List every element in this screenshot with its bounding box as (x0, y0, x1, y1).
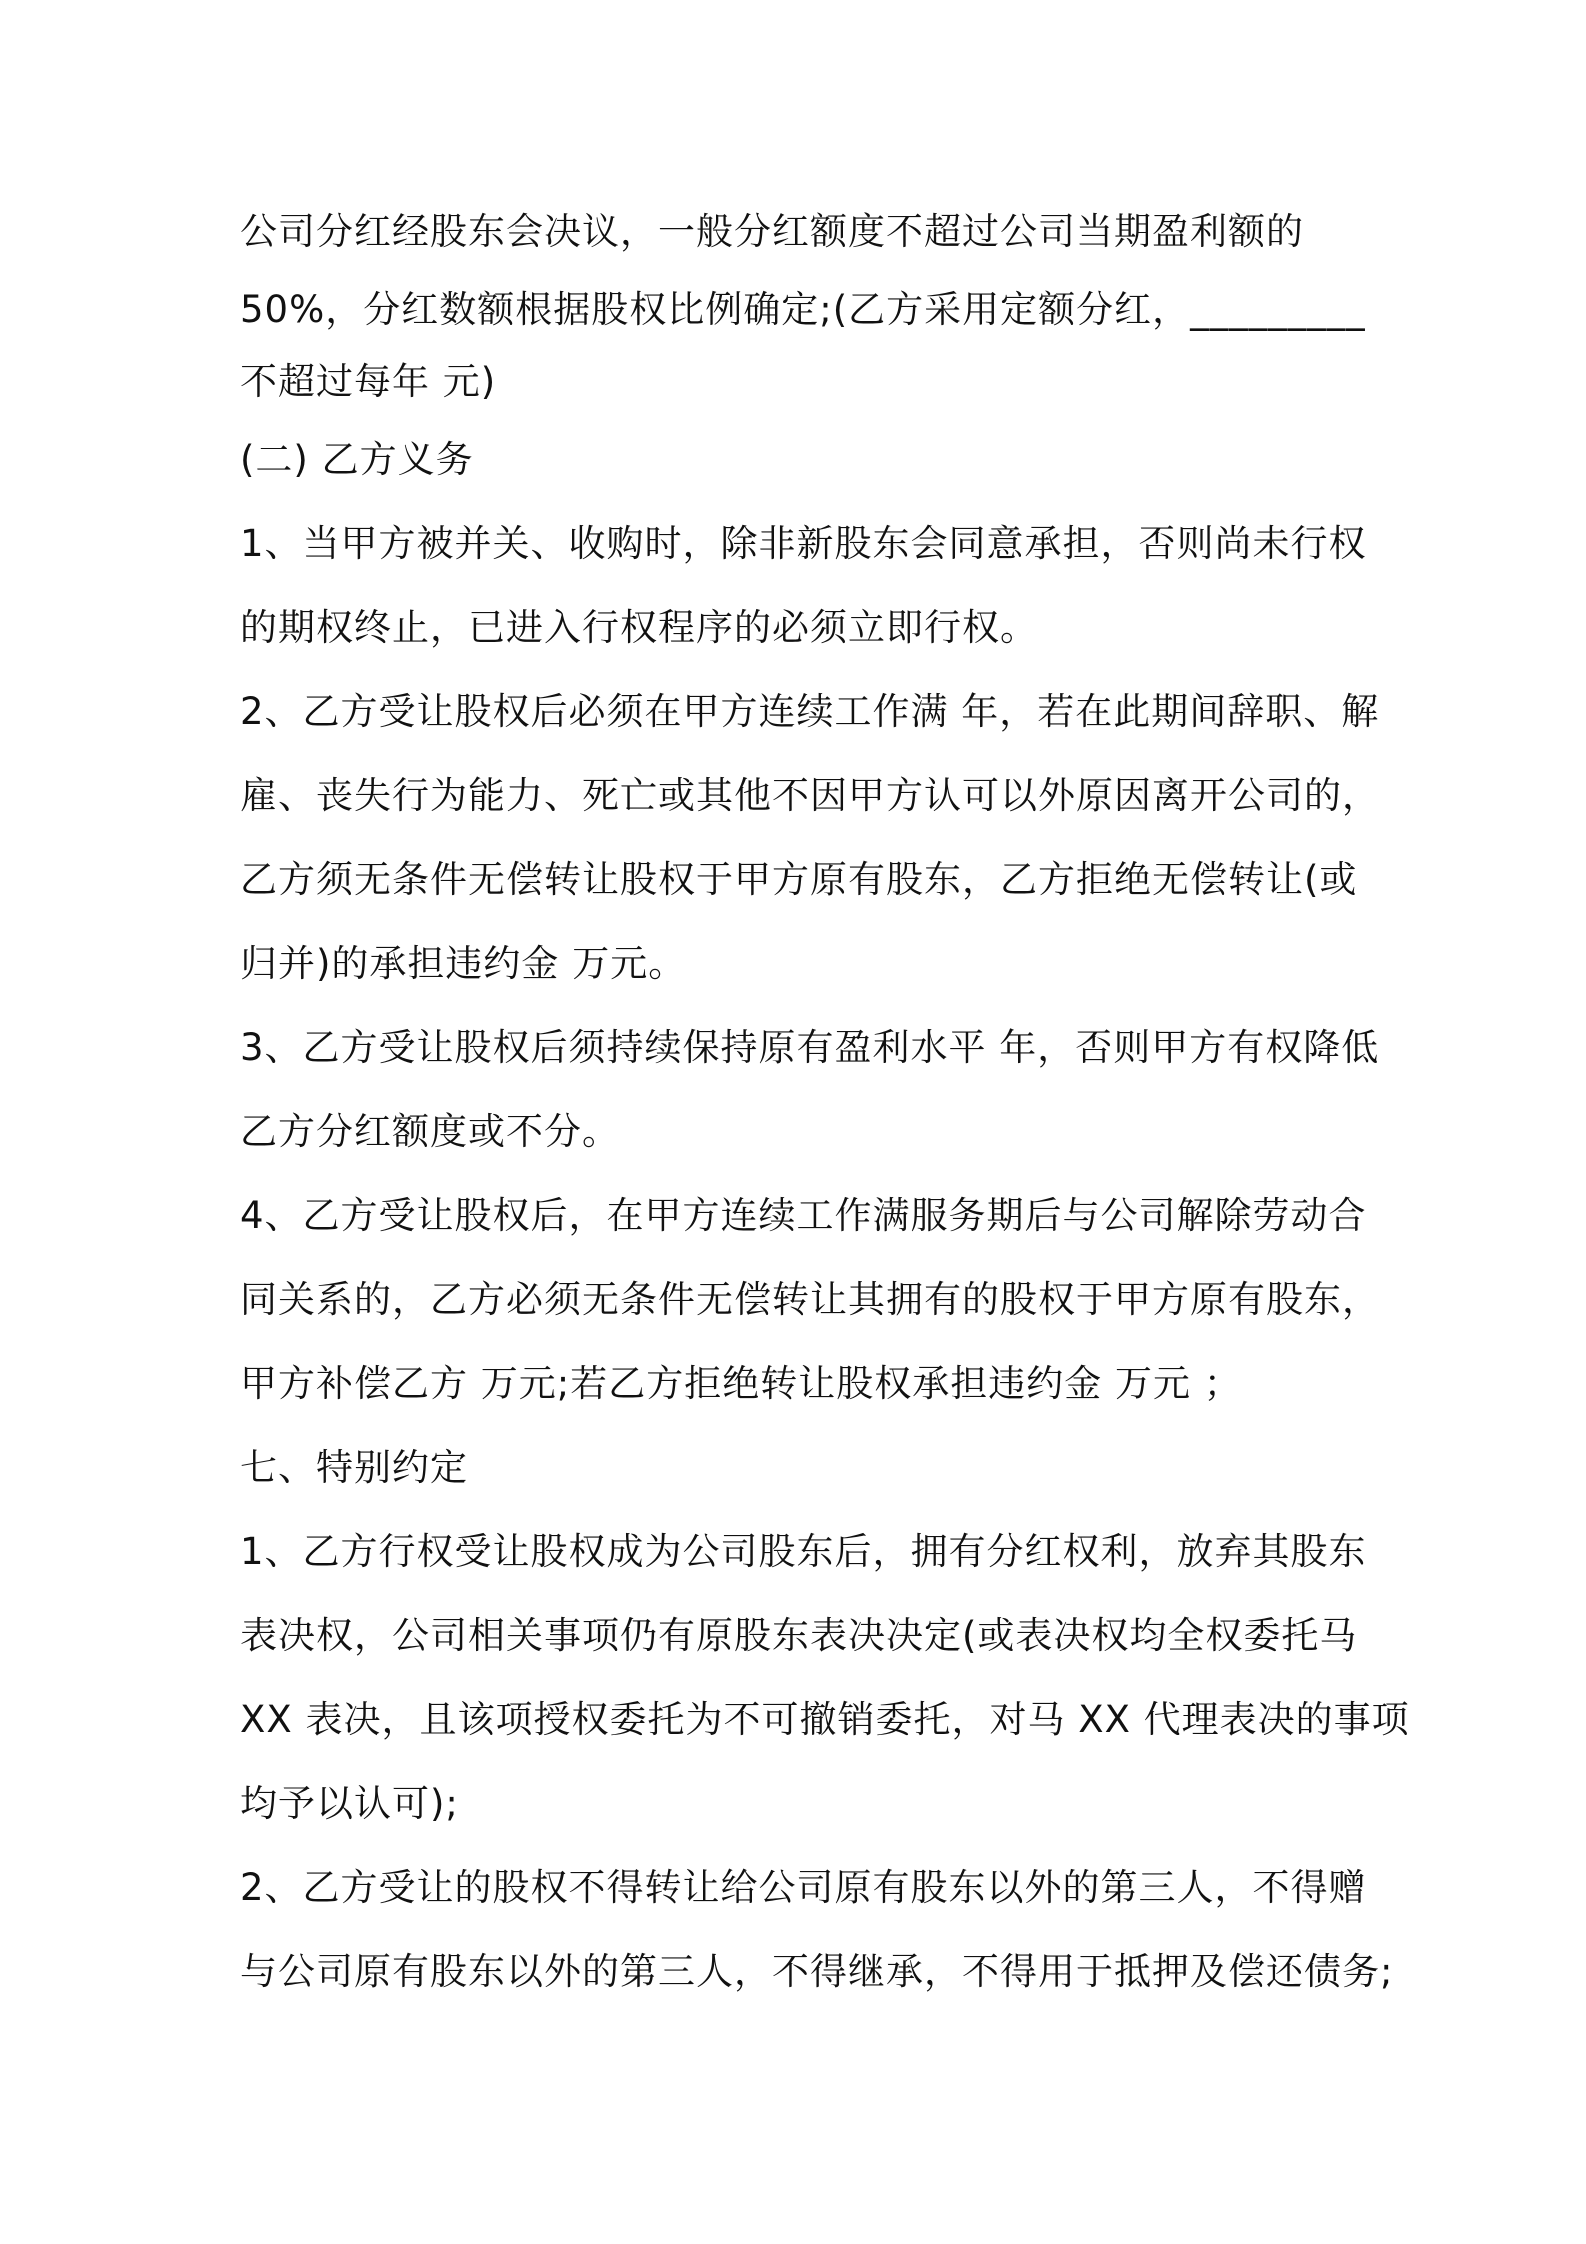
text-line: 50%，分红数额根据股权比例确定;(乙方采用定额分红，_________ (240, 288, 1366, 331)
text-line: XX 表决，且该项授权委托为不可撤销委托，对马 XX 代理表决的事项 (240, 1698, 1410, 1741)
text-line: 2、乙方受让股权后必须在甲方连续工作满 年，若在此期间辞职、解 (240, 690, 1380, 733)
text-line: 2、乙方受让的股权不得转让给公司原有股东以外的第三人，不得赠 (240, 1866, 1367, 1909)
section-heading: 七、特别约定 (240, 1446, 468, 1489)
text-line: 均予以认可); (240, 1782, 459, 1825)
text-line: 1、当甲方被并关、收购时，除非新股东会同意承担，否则尚未行权 (240, 522, 1367, 565)
text-line: 不超过每年 元) (240, 360, 497, 403)
text-line: 1、乙方行权受让股权成为公司股东后，拥有分红权利，放弃其股东 (240, 1530, 1367, 1573)
text-line: 3、乙方受让股权后须持续保持原有盈利水平 年，否则甲方有权降低 (240, 1026, 1380, 1069)
text-line: 乙方须无条件无偿转让股权于甲方原有股东，乙方拒绝无偿转让(或 (240, 858, 1358, 901)
document-body (240, 190, 1410, 2014)
text-line: 公司分红经股东会决议，一般分红额度不超过公司当期盈利额的 (240, 210, 1304, 253)
text-line: 的期权终止，已进入行权程序的必须立即行权。 (240, 606, 1038, 649)
text-line: 4、乙方受让股权后，在甲方连续工作满服务期后与公司解除劳动合 (240, 1194, 1367, 1237)
text-line: 乙方分红额度或不分。 (240, 1110, 620, 1153)
text-line: 表决权，公司相关事项仍有原股东表决决定(或表决权均全权委托马 (240, 1614, 1358, 1657)
text-line: 同关系的，乙方必须无条件无偿转让其拥有的股权于甲方原有股东， (240, 1278, 1380, 1321)
text-line: 甲方补偿乙方 万元;若乙方拒绝转让股权承担违约金 万元 ； (240, 1362, 1242, 1405)
text-line: 归并)的承担违约金 万元。 (240, 942, 687, 985)
text-line: 雇、丧失行为能力、死亡或其他不因甲方认可以外原因离开公司的， (240, 774, 1380, 817)
text-line: 与公司原有股东以外的第三人，不得继承，不得用于抵押及偿还债务; (240, 1950, 1394, 1993)
section-heading: (二) 乙方义务 (240, 438, 474, 481)
